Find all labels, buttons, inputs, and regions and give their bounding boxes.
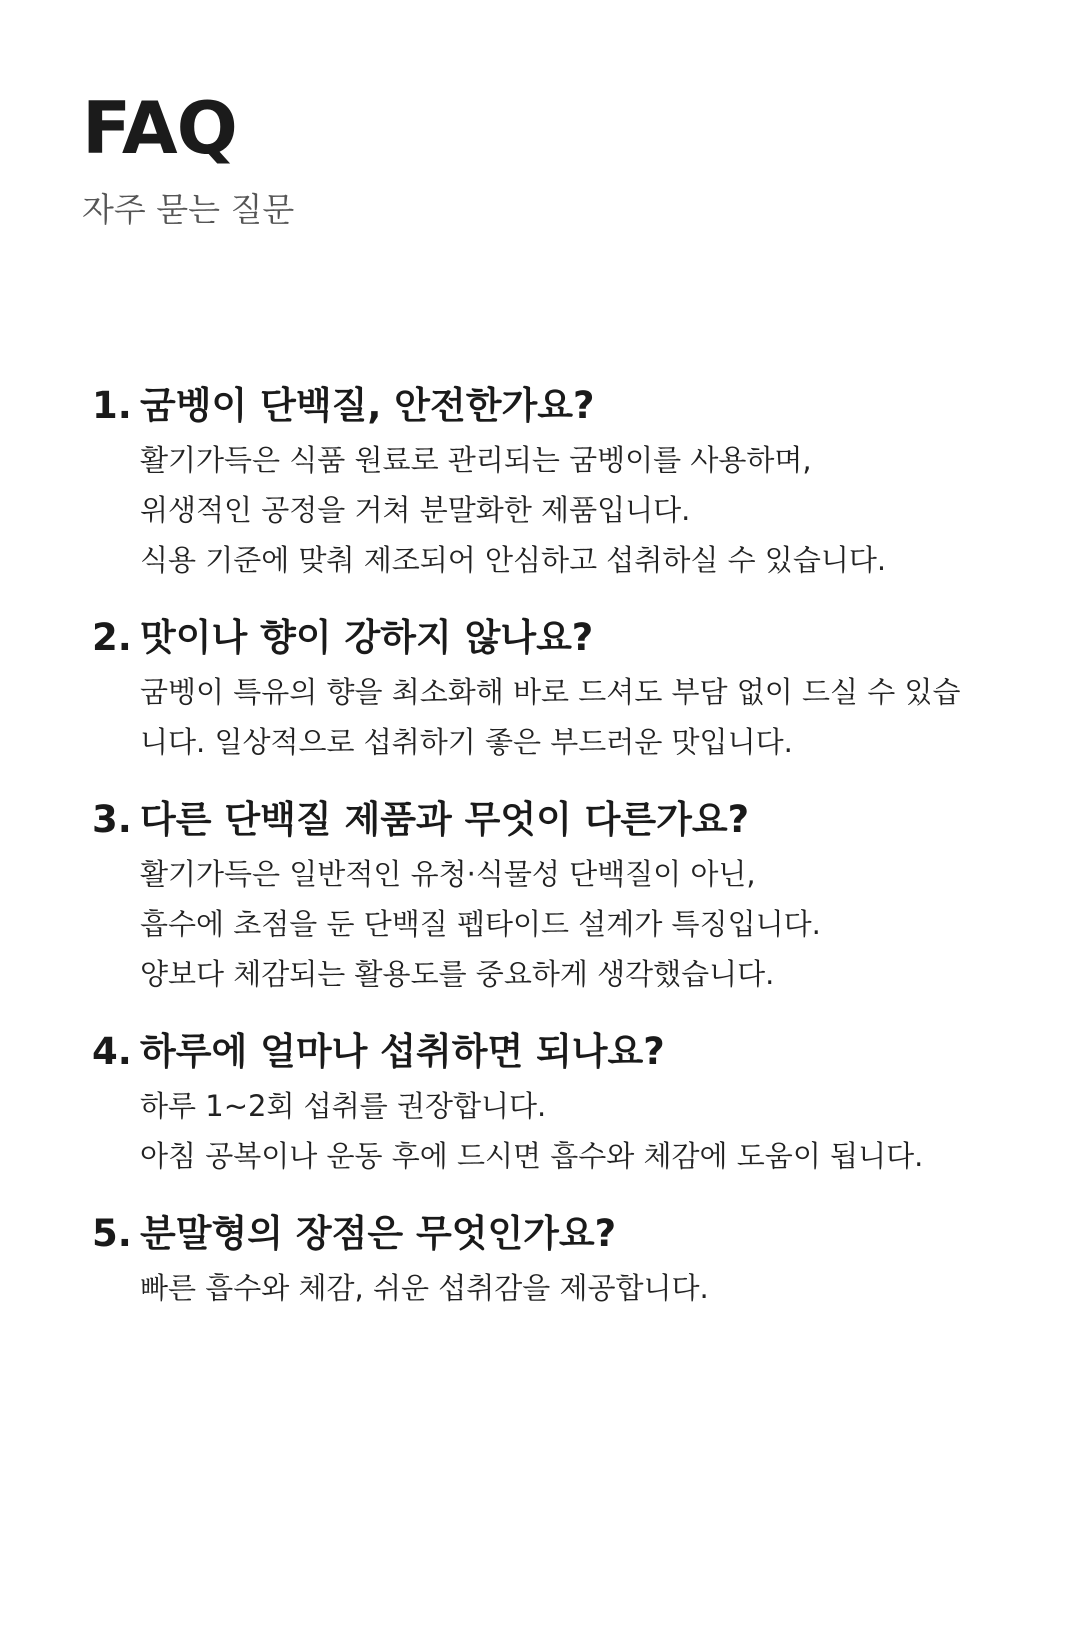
faq-item [92,797,1052,999]
faq-item [92,383,1052,585]
faq-number: 3. [92,798,132,841]
faq-item [92,1029,1052,1181]
page-subtitle: 자주 묻는 질문 [82,190,295,229]
faq-answer-line: 활기가득은 식품 원료로 관리되는 굼벵이를 사용하며, [140,443,812,477]
faq-question [92,383,1052,429]
faq-number: 4. [92,1030,132,1073]
faq-answer [140,667,1052,767]
faq-question-text: 굼벵이 단백질, 안전한가요? [140,384,595,427]
faq-question [92,615,1052,661]
faq-question-text: 맛이나 향이 강하지 않나요? [140,616,594,659]
faq-item [92,615,1052,767]
faq-question [92,797,1052,843]
page-header [82,86,295,229]
faq-answer-line: 활기가득은 일반적인 유청·식물성 단백질이 아닌, [140,857,756,891]
faq-answer [140,1081,1052,1181]
faq-number: 2. [92,616,132,659]
faq-answer-line: 식용 기준에 맞춰 제조되어 안심하고 섭취하실 수 있습니다. [140,543,887,577]
faq-number: 5. [92,1212,132,1255]
faq-answer [140,1263,1052,1313]
faq-number: 1. [92,384,132,427]
faq-item [92,1211,1052,1313]
faq-answer-line: 아침 공복이나 운동 후에 드시면 흡수와 체감에 도움이 됩니다. [140,1139,924,1173]
faq-question-text: 다른 단백질 제품과 무엇이 다른가요? [140,798,750,841]
faq-question-text: 하루에 얼마나 섭취하면 되나요? [140,1030,665,1073]
faq-answer-line: 니다. 일상적으로 섭취하기 좋은 부드러운 맛입니다. [140,725,793,759]
faq-answer-line: 빠른 흡수와 체감, 쉬운 섭취감을 제공합니다. [140,1271,709,1305]
faq-question-text: 분말형의 장점은 무엇인가요? [140,1212,617,1255]
faq-answer-line: 흡수에 초점을 둔 단백질 펩타이드 설계가 특징입니다. [140,907,821,941]
faq-question [92,1029,1052,1075]
faq-answer-line: 양보다 체감되는 활용도를 중요하게 생각했습니다. [140,957,775,991]
faq-answer-line: 굼벵이 특유의 향을 최소화해 바로 드셔도 부담 없이 드실 수 있습 [140,675,961,709]
faq-list [92,383,1052,1343]
faq-answer [140,435,1052,585]
faq-answer [140,849,1052,999]
faq-answer-line: 위생적인 공정을 거쳐 분말화한 제품입니다. [140,493,691,527]
faq-question [92,1211,1052,1257]
faq-answer-line: 하루 1~2회 섭취를 권장합니다. [140,1089,547,1123]
page-title: FAQ [82,86,237,170]
